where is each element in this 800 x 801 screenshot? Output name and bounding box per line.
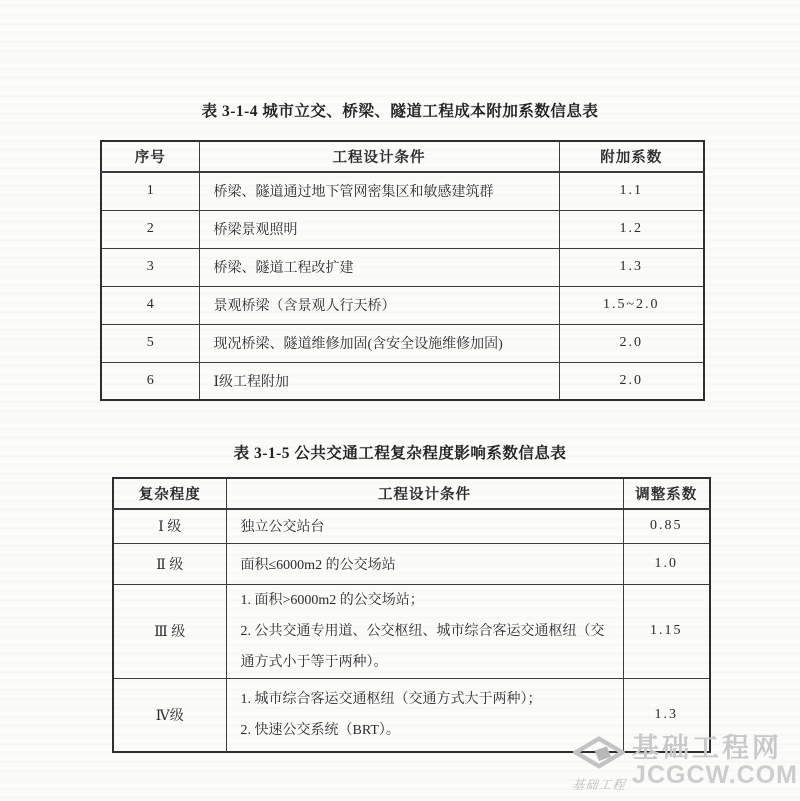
watermark-site-url: JCGCW.COM — [632, 761, 798, 789]
seq-cell: 5 — [101, 324, 199, 362]
header-cell: 附加系数 — [559, 141, 704, 172]
header-cell: 工程设计条件 — [199, 141, 559, 172]
seq-cell: 2 — [101, 210, 199, 248]
value-cell: 2.0 — [559, 362, 704, 400]
table-row — [113, 543, 710, 584]
condition-line: 1. 城市综合客运交通枢纽（交通方式大于两种）； — [240, 691, 542, 707]
table-row — [101, 286, 704, 324]
table-row — [101, 210, 704, 248]
seq-cell: Ⅱ 级 — [113, 543, 226, 584]
condition-line: 1. 面积>6000m2 的公交场站； — [240, 592, 424, 608]
condition-cell: 桥梁、隧道通过地下管网密集区和敏感建筑群 — [199, 172, 559, 210]
value-cell: 1.0 — [623, 543, 710, 584]
table-1-title: 表 3-1-4 城市立交、桥梁、隧道工程成本附加系数信息表 — [201, 103, 599, 120]
condition-cell: 桥梁景观照明 — [199, 210, 559, 248]
watermark-logo-caption: 基础工程 — [570, 778, 627, 792]
condition-cell: Ⅰ级工程附加 — [199, 362, 559, 400]
value-cell: 1.3 — [559, 248, 704, 286]
value-cell: 1.5~2.0 — [559, 286, 704, 324]
condition-cell: 桥梁、隧道工程改扩建 — [199, 248, 559, 286]
header-cell: 调整系数 — [623, 478, 710, 509]
watermark-site-name: 基础工程网 — [632, 733, 783, 763]
table-header-row — [113, 478, 710, 509]
condition-line: 2. 快速公交系统（BRT）。 — [240, 722, 400, 738]
table-row — [113, 678, 710, 752]
value-cell: 1.15 — [623, 584, 710, 678]
table-row — [101, 172, 704, 210]
value-cell: 1.2 — [559, 210, 704, 248]
seq-cell: Ⅳ级 — [113, 678, 226, 752]
header-cell: 工程设计条件 — [226, 478, 623, 509]
condition-cell: 景观桥梁（含景观人行天桥） — [199, 286, 559, 324]
value-cell: 0.85 — [623, 509, 710, 543]
condition-cell — [226, 584, 623, 678]
seq-cell: 6 — [101, 362, 199, 400]
seq-cell: 4 — [101, 286, 199, 324]
header-cell: 序号 — [101, 141, 199, 172]
value-cell: 1.3 — [623, 678, 710, 752]
cost-addition-coefficient-table — [100, 140, 705, 401]
table-row — [113, 584, 710, 678]
table-row — [101, 324, 704, 362]
condition-cell: 现况桥梁、隧道维修加固(含安全设施维修加固) — [199, 324, 559, 362]
value-cell: 2.0 — [559, 324, 704, 362]
seq-cell: Ⅰ 级 — [113, 509, 226, 543]
seq-cell: 1 — [101, 172, 199, 210]
condition-cell — [226, 678, 623, 752]
table-2-title: 表 3-1-5 公共交通工程复杂程度影响系数信息表 — [233, 445, 567, 462]
condition-line: 2. 公共交通专用道、公交枢纽、城市综合客运交通枢纽（交通方式小于等于两种）。 — [240, 623, 605, 670]
value-cell: 1.1 — [559, 172, 704, 210]
seq-cell: Ⅲ 级 — [113, 584, 226, 678]
condition-cell: 独立公交站台 — [226, 509, 623, 543]
table-header-row — [101, 141, 704, 172]
table-row — [113, 509, 710, 543]
table-row — [101, 248, 704, 286]
table-row — [101, 362, 704, 400]
public-transport-complexity-table — [112, 477, 711, 753]
seq-cell: 3 — [101, 248, 199, 286]
condition-cell: 面积≤6000m2 的公交场站 — [226, 543, 623, 584]
header-cell: 复杂程度 — [113, 478, 226, 509]
